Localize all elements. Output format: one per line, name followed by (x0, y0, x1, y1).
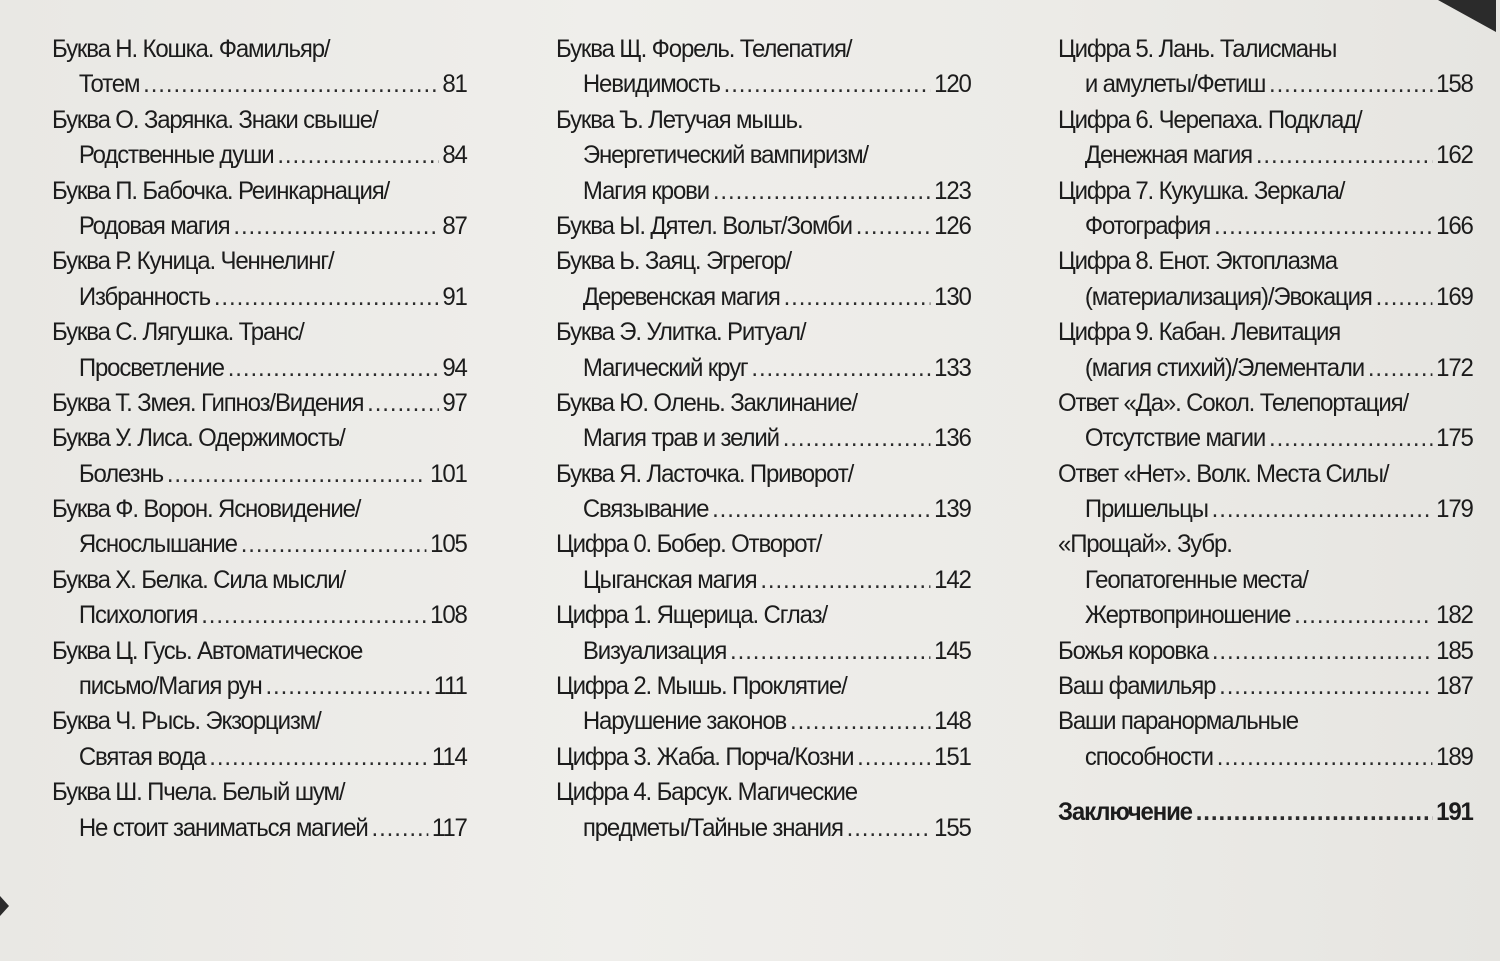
toc-entry-text: Буква Ь. Заяц. Эгрегор/ (556, 247, 792, 276)
toc-entry-text: Нарушение законов (582, 707, 787, 736)
toc-column-2 (556, 32, 988, 846)
toc-entry-line (556, 598, 971, 633)
toc-entry[interactable] (556, 740, 988, 775)
toc-entry-line (556, 811, 971, 846)
toc-entry-text: Ваш фамильяр (1058, 672, 1216, 701)
toc-entry[interactable] (52, 421, 484, 492)
toc-entry-text: Цифра 1. Ящерица. Сглаз/ (556, 601, 827, 630)
toc-entry-line (1058, 598, 1473, 633)
page-number: 145 (934, 636, 971, 665)
toc-entry-line (1058, 67, 1473, 102)
toc-entry[interactable] (52, 174, 484, 245)
margin-mark (0, 896, 9, 916)
toc-entry-line (1058, 386, 1473, 421)
toc-entry-text: Цифра 2. Мышь. Проклятие/ (556, 672, 847, 701)
toc-entry-line (52, 527, 467, 562)
page-number: 133 (934, 353, 971, 382)
toc-entry-text: Магический круг (582, 353, 748, 382)
page-number: 114 (431, 742, 467, 771)
toc-entry-text: Связывание (582, 495, 709, 524)
toc-entry-text: предметы/Тайные знания (582, 813, 843, 842)
toc-entry-line (52, 740, 467, 775)
page-number: 84 (442, 141, 467, 170)
toc-entry-text: Цифра 0. Бобер. Отворот/ (556, 530, 822, 559)
toc-entry-text: Цифра 8. Енот. Эктоплазма (1058, 247, 1337, 276)
toc-entry-line (52, 492, 467, 527)
toc-entry-text: Буква Ы. Дятел. Вольт/Зомби (556, 211, 852, 240)
toc-entry-text: Родовая магия (78, 211, 230, 240)
toc-entry-text: Психология (78, 601, 198, 630)
toc-entry-line (52, 811, 467, 846)
page-number: 187 (1436, 672, 1473, 701)
toc-entry[interactable] (52, 103, 484, 174)
toc-entry-text: «Прощай». Зубр. (1058, 530, 1232, 559)
toc-entry-text: Яснослышание (78, 530, 237, 559)
page-number: 182 (1436, 601, 1473, 630)
toc-entry[interactable] (556, 669, 988, 740)
section-gap (1058, 775, 1490, 795)
toc-entry-line (52, 280, 467, 315)
dot-leader (1196, 795, 1433, 830)
toc-entry-text: Буква Т. Змея. Гипноз/Видения (52, 388, 364, 417)
toc-entry-line (52, 457, 467, 492)
page-number: 94 (442, 353, 467, 382)
dot-leader (783, 421, 931, 456)
toc-entry-text: Цифра 9. Кабан. Левитация (1058, 318, 1341, 347)
toc-entry[interactable] (1058, 103, 1490, 174)
toc-entry-text: Святая вода (78, 742, 206, 771)
dot-leader (1376, 280, 1433, 315)
toc-entry-line (52, 244, 467, 279)
toc-entry-line (1058, 492, 1473, 527)
toc-entry[interactable] (556, 315, 988, 386)
toc-entry-text: Буква Ф. Ворон. Ясновидение/ (52, 495, 361, 524)
toc-entry-line (1058, 457, 1473, 492)
dot-leader (712, 492, 930, 527)
toc-entry-text: Заключение (1058, 798, 1192, 827)
dot-leader (143, 67, 438, 102)
toc-entry[interactable] (52, 563, 484, 634)
toc-entry-line (1058, 32, 1473, 67)
dot-leader (751, 351, 930, 386)
page-number: 142 (934, 565, 971, 594)
toc-entry-line (556, 492, 971, 527)
toc-entry-text: Деревенская магия (582, 282, 780, 311)
toc-entry-text: Жертвоприношение (1084, 601, 1291, 630)
page-number: 97 (442, 388, 467, 417)
dot-leader (1368, 351, 1432, 386)
toc-entry-text: Магия крови (582, 176, 709, 205)
toc-entry-text: Магия трав и зелий (582, 424, 779, 453)
dot-leader (1269, 67, 1432, 102)
toc-entry-text: Болезнь (78, 459, 163, 488)
toc-entry-line (1058, 244, 1473, 279)
toc-entry[interactable] (1058, 457, 1490, 528)
page-number: 139 (934, 495, 971, 524)
page-number: 123 (934, 176, 971, 205)
toc-entry-line (556, 315, 971, 350)
page-number: 111 (433, 672, 467, 701)
dot-leader (209, 740, 428, 775)
page-number: 101 (430, 459, 467, 488)
page-number: 155 (934, 813, 971, 842)
toc-entry-line (52, 315, 467, 350)
dot-leader (214, 280, 439, 315)
toc-entry-line (556, 386, 971, 421)
dot-leader (847, 811, 931, 846)
dot-leader (856, 209, 931, 244)
toc-entry-line (556, 209, 971, 244)
toc-entry-line (556, 775, 971, 810)
toc-entry-text: Цифра 5. Лань. Талисманы (1058, 35, 1337, 63)
toc-entry-line (556, 138, 971, 173)
dot-leader (760, 563, 930, 598)
toc-entry[interactable] (52, 775, 484, 846)
dot-leader (1212, 492, 1433, 527)
toc-entry-line (1058, 174, 1473, 209)
toc-entry[interactable] (1058, 315, 1490, 386)
dot-leader (784, 280, 931, 315)
toc-entry-text: Буква П. Бабочка. Реинкарнация/ (52, 176, 390, 205)
toc-entry[interactable] (1058, 244, 1490, 315)
page-number: 105 (430, 530, 467, 559)
toc-entry-line (1058, 634, 1473, 669)
toc-entry-text: Буква О. Зарянка. Знаки свыше/ (52, 105, 378, 134)
page-number: 108 (430, 601, 467, 630)
page-number: 151 (934, 742, 971, 771)
toc-entry[interactable] (556, 103, 988, 209)
page-number: 91 (442, 282, 467, 311)
toc-entry-text: Буква Ч. Рысь. Экзорцизм/ (52, 707, 321, 736)
toc-entry-text: Ответ «Нет». Волк. Места Силы/ (1058, 459, 1389, 488)
toc-entry-line (556, 634, 971, 669)
toc-entry[interactable] (1058, 386, 1490, 457)
toc-entry-line (556, 351, 971, 386)
toc-entry-line (52, 775, 467, 810)
toc-entry-line (1058, 351, 1473, 386)
toc-entry[interactable] (52, 704, 484, 775)
page-number: 185 (1436, 636, 1473, 665)
page-number: 130 (934, 282, 971, 311)
toc-entry-line (556, 103, 971, 138)
toc-entry-line (52, 386, 467, 421)
dot-leader (201, 598, 426, 633)
dot-leader (1256, 138, 1432, 173)
toc-entry-line (52, 209, 467, 244)
toc-entry-line (52, 598, 467, 633)
toc-entry-text: Буква Ш. Пчела. Белый шум/ (52, 778, 345, 807)
toc-entry[interactable] (52, 32, 484, 103)
toc-entry-line (1058, 315, 1473, 350)
page-number: 136 (934, 424, 971, 453)
toc-entry-text: Отсутствие магии (1084, 424, 1266, 453)
toc-entry-line (556, 421, 971, 456)
page-number: 179 (1436, 495, 1473, 524)
toc-entry[interactable] (556, 209, 988, 244)
dot-leader (241, 527, 427, 562)
toc-entry-text: Буква Я. Ласточка. Приворот/ (556, 459, 854, 488)
toc-entry-line (52, 138, 467, 173)
toc-entry-text: Буква Р. Куница. Ченнелинг/ (52, 247, 334, 276)
toc-entry-text: Избранность (78, 282, 210, 311)
toc-entry-line (52, 563, 467, 598)
toc-entry-text: Цифра 3. Жаба. Порча/Козни (556, 742, 854, 771)
toc-entry-line (52, 704, 467, 739)
toc-entry-line (556, 704, 971, 739)
page-number: 148 (934, 707, 971, 736)
dot-leader (724, 67, 931, 102)
toc-entry-line (1058, 280, 1473, 315)
page-number: 162 (1436, 141, 1473, 170)
toc-entry-line (556, 740, 971, 775)
toc-entry-line (556, 32, 971, 67)
toc-entry-text: Пришельцы (1084, 495, 1208, 524)
page-number: 189 (1436, 742, 1473, 771)
toc-entry[interactable] (52, 244, 484, 315)
dot-leader (790, 704, 930, 739)
dot-leader (1269, 421, 1432, 456)
dot-leader (367, 386, 438, 421)
dot-leader (233, 209, 438, 244)
toc-entry-text: Буква Ю. Олень. Заклинание/ (556, 388, 857, 417)
toc-entry-line (1058, 421, 1473, 456)
toc-entry-text: Цифра 4. Барсук. Магические (556, 778, 858, 807)
toc-entry-line (556, 67, 971, 102)
toc-entry-text: Невидимость (582, 70, 720, 99)
dot-leader (1217, 740, 1433, 775)
toc-entry[interactable] (1058, 795, 1490, 830)
dot-leader (1294, 598, 1432, 633)
toc-entry-text: Геопатогенные места/ (1084, 565, 1308, 594)
toc-entry[interactable] (1058, 669, 1490, 704)
toc-entry[interactable] (556, 775, 988, 846)
dot-leader (228, 351, 439, 386)
toc-entry-line (556, 527, 971, 562)
toc-entry-line (1058, 138, 1473, 173)
dot-leader (167, 457, 426, 492)
toc-entry-text: Просветление (78, 353, 224, 382)
toc-entry-text: Фотография (1084, 211, 1211, 240)
page-number: 117 (431, 813, 467, 842)
page-number: 120 (934, 70, 971, 99)
toc-entry-line (52, 669, 467, 704)
toc-entry-line (556, 280, 971, 315)
toc-entry-text: Денежная магия (1084, 141, 1253, 170)
toc-entry-line (52, 174, 467, 209)
page-number: 158 (1436, 70, 1473, 99)
toc-entry-line (52, 67, 467, 102)
toc-entry-text: Цыганская магия (582, 565, 757, 594)
dot-leader (277, 138, 438, 173)
page-number: 169 (1436, 282, 1473, 311)
toc-entry-text: Не стоит заниматься магией (78, 813, 368, 842)
toc-entry[interactable] (52, 492, 484, 563)
toc-entry-line (1058, 740, 1473, 775)
toc-entry-line (556, 457, 971, 492)
toc-entry[interactable] (556, 598, 988, 669)
dot-leader (265, 669, 429, 704)
toc-entry-text: Буква У. Лиса. Одержимость/ (52, 424, 345, 453)
toc-entry-text: Буква Х. Белка. Сила мысли/ (52, 565, 346, 594)
toc-entry-text: Ваши паранормальные (1058, 707, 1298, 736)
toc-entry[interactable] (52, 634, 484, 705)
dot-leader (1214, 209, 1432, 244)
toc-entry[interactable] (1058, 704, 1490, 775)
page-number: 172 (1436, 353, 1473, 382)
page-number: 126 (934, 211, 971, 240)
dot-leader (857, 740, 930, 775)
toc-entry-text: письмо/Магия рун (78, 672, 262, 701)
toc-entry[interactable] (1058, 174, 1490, 245)
toc-entry-line (1058, 563, 1473, 598)
dot-leader (1219, 669, 1432, 704)
toc-entry-text: (материализация)/Эвокация (1084, 282, 1372, 311)
toc-entry-text: Буква Н. Кошка. Фамильяр/ (52, 35, 330, 63)
toc-entry-text: Буква Щ. Форель. Телепатия/ (556, 35, 852, 63)
toc-entry-text: Цифра 6. Черепаха. Подклад/ (1058, 105, 1362, 134)
toc-entry-text: (магия стихий)/Элементали (1084, 353, 1365, 382)
dot-leader (713, 174, 930, 209)
toc-entry-line (556, 244, 971, 279)
toc-entry-text: способности (1084, 742, 1213, 771)
dot-leader (1212, 634, 1432, 669)
toc-entry-line (1058, 527, 1473, 562)
toc-entry-text: Буква Ц. Гусь. Автоматическое (52, 636, 363, 665)
toc-entry-line (1058, 704, 1473, 739)
toc-entry-text: и амулеты/Фетиш (1084, 70, 1266, 99)
toc-entry[interactable] (556, 244, 988, 315)
toc-entry[interactable] (1058, 32, 1490, 103)
toc-entry-line (1058, 795, 1473, 830)
toc-entry-line (52, 351, 467, 386)
toc-entry-line (52, 103, 467, 138)
toc-entry-line (52, 32, 467, 67)
toc-entry-text: Родственные души (78, 141, 274, 170)
toc-entry-text: Цифра 7. Кукушка. Зеркала/ (1058, 176, 1345, 205)
toc-entry[interactable] (52, 386, 484, 421)
toc-entry[interactable] (556, 457, 988, 528)
page-number: 166 (1436, 211, 1473, 240)
toc-entry-line (1058, 209, 1473, 244)
toc-entry-text: Буква Ъ. Летучая мышь. (556, 105, 803, 134)
dot-leader (730, 634, 930, 669)
toc-entry[interactable] (556, 32, 988, 103)
page-number: 191 (1436, 798, 1473, 827)
toc-entry-line (556, 174, 971, 209)
toc-column-1 (52, 32, 484, 846)
toc-entry[interactable] (52, 315, 484, 386)
toc-entry[interactable] (1058, 634, 1490, 669)
toc-entry-text: Тотем (78, 70, 140, 99)
toc-entry[interactable] (1058, 527, 1490, 633)
toc-entry[interactable] (556, 527, 988, 598)
dot-leader (372, 811, 429, 846)
toc-entry-line (556, 669, 971, 704)
corner-mark (1438, 0, 1496, 32)
page-number: 87 (442, 211, 467, 240)
toc-entry-line (52, 634, 467, 669)
toc-entry-text: Буква Э. Улитка. Ритуал/ (556, 318, 806, 347)
toc-entry-line (1058, 669, 1473, 704)
toc-entry-text: Визуализация (582, 636, 727, 665)
toc-column-3 (1058, 32, 1490, 831)
toc-entry-text: Энергетический вампиризм/ (582, 141, 868, 170)
toc-entry-line (52, 421, 467, 456)
toc-entry-line (1058, 103, 1473, 138)
toc-entry-text: Ответ «Да». Сокол. Телепортация/ (1058, 388, 1409, 417)
toc-entry-line (556, 563, 971, 598)
toc-entry-text: Буква С. Лягушка. Транс/ (52, 318, 304, 347)
toc-entry-text: Божья коровка (1058, 636, 1209, 665)
page-number: 81 (442, 70, 467, 99)
toc-entry[interactable] (556, 386, 988, 457)
page-number: 175 (1436, 424, 1473, 453)
